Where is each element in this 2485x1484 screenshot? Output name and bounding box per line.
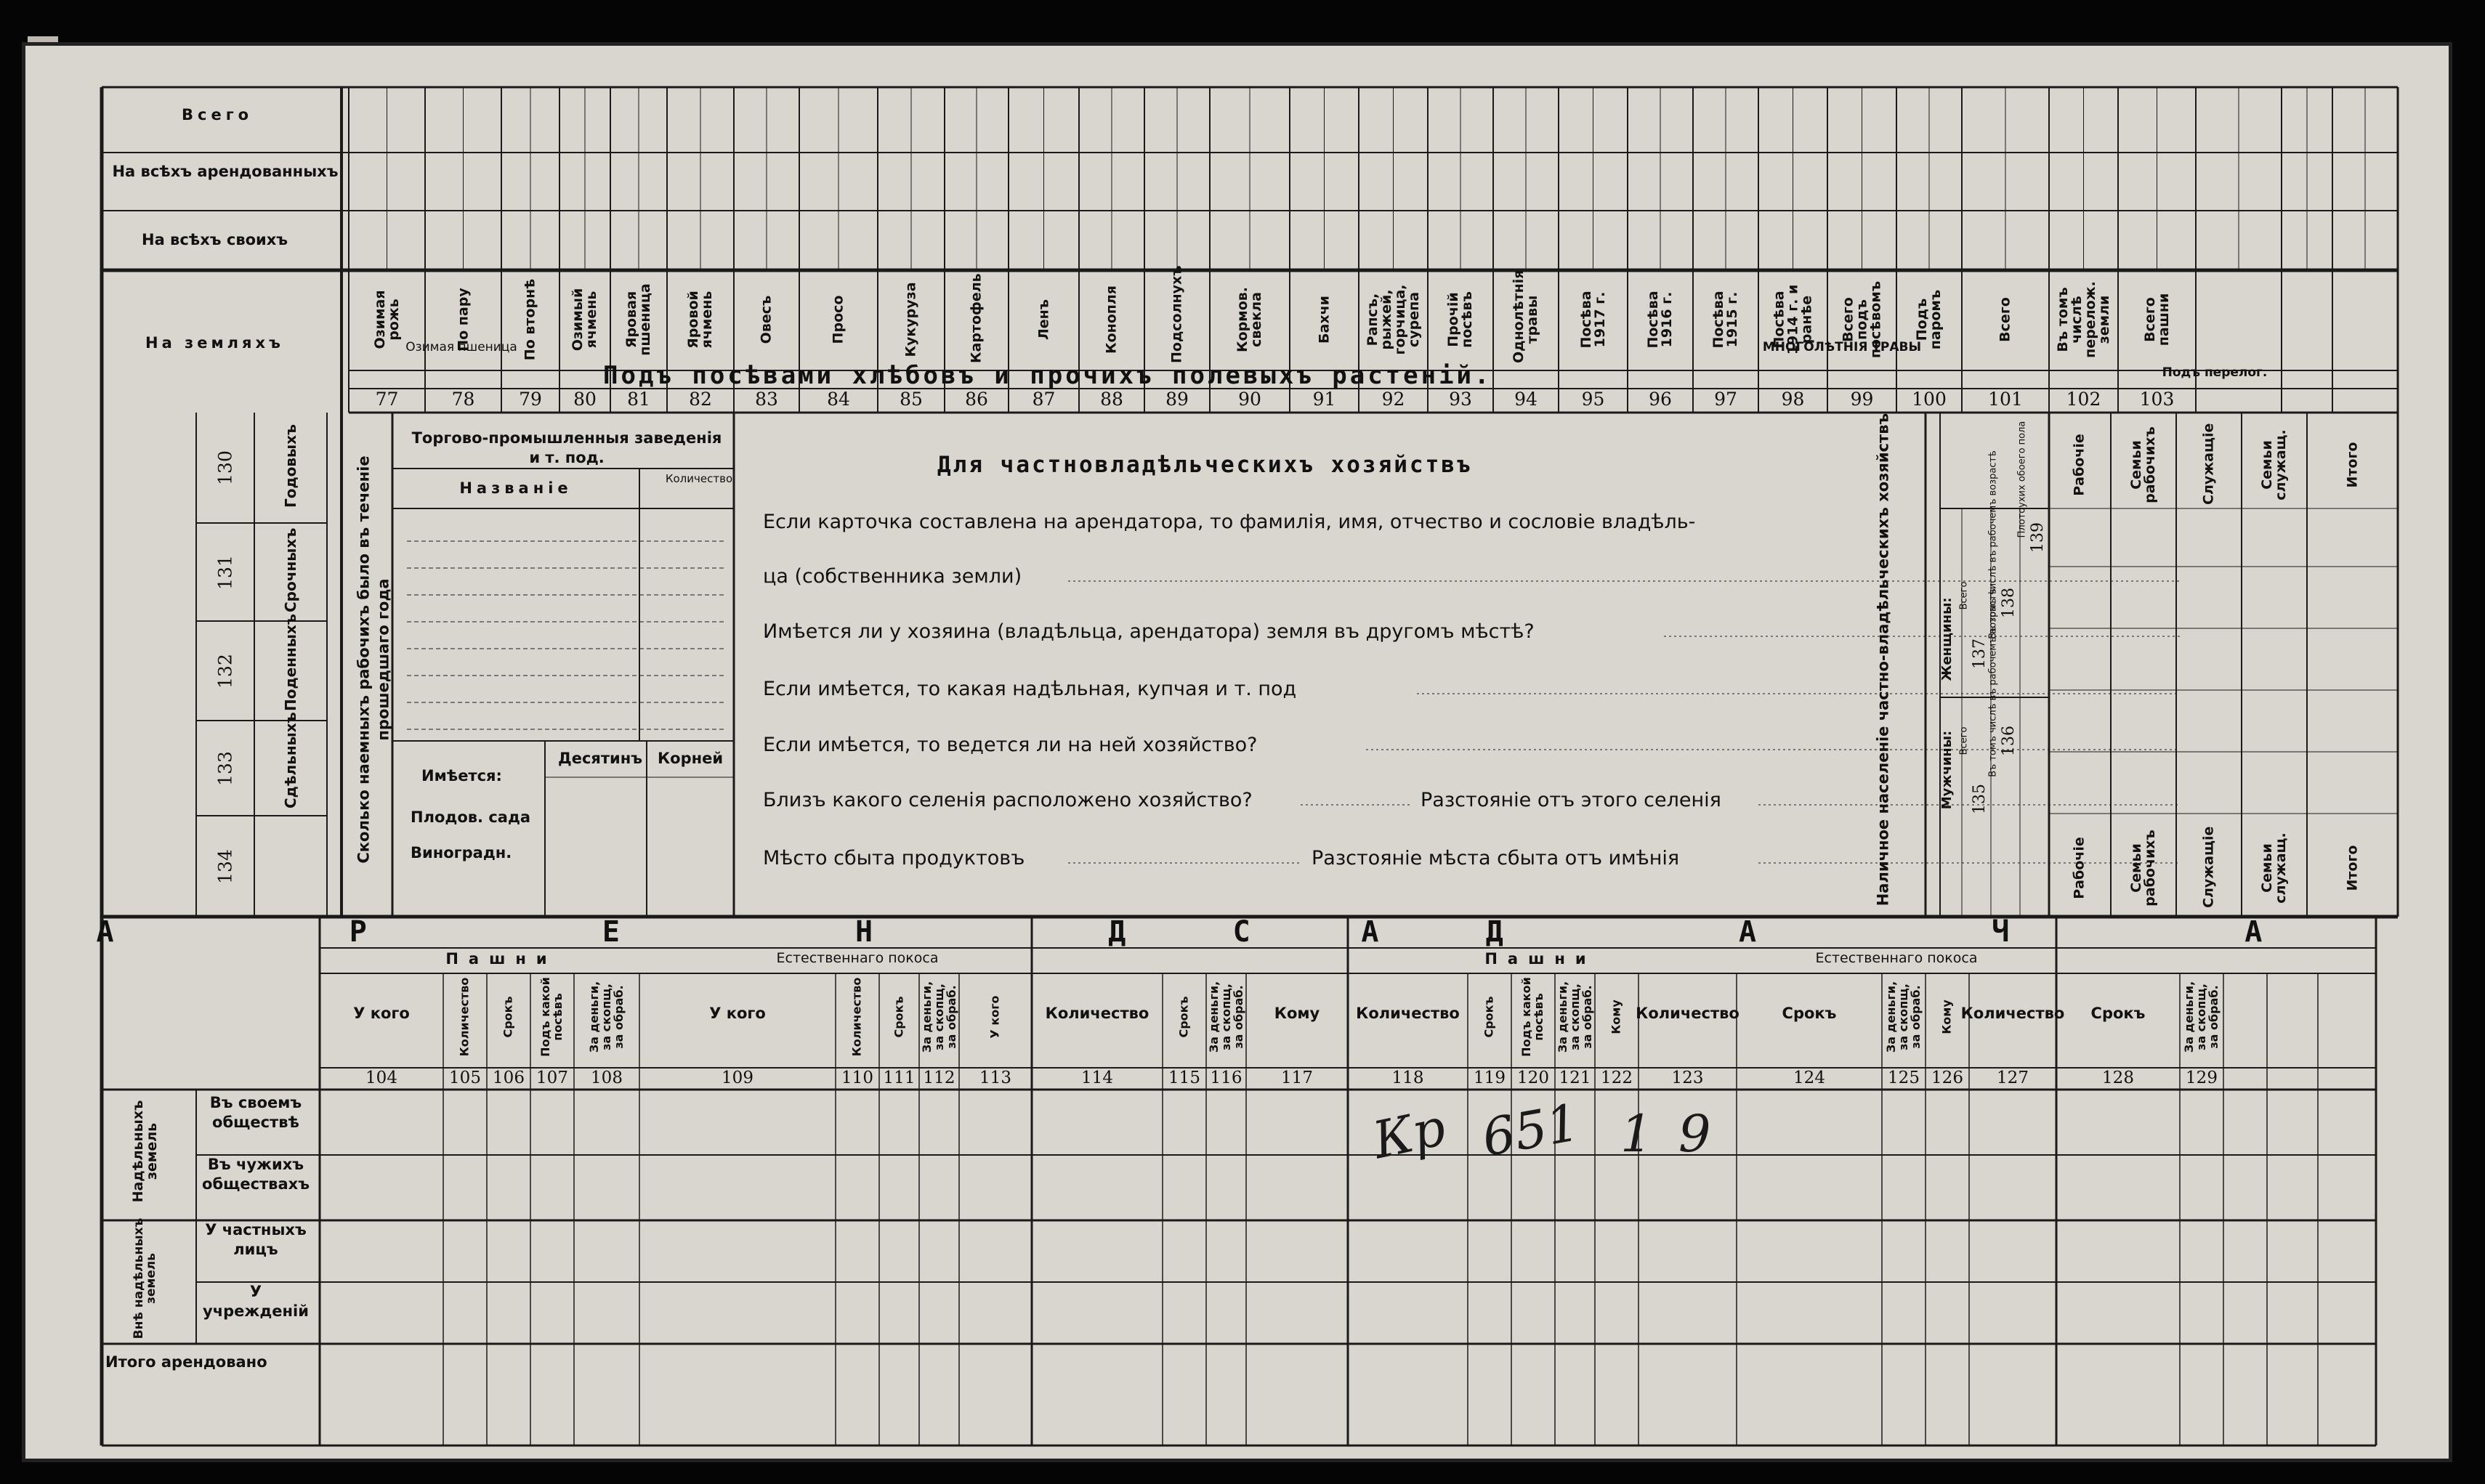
crop-header-88: Конопля [1103,285,1120,354]
question-owner-cont: ца (собственника земли) [763,565,1022,588]
arenda-col-label-122: Кому [1609,1000,1623,1034]
crop-number-92: 92 [1381,389,1405,410]
sdacha-pokos: Естественнаго покоса [1815,950,1978,966]
enterprises-title: Торгово-промышленныя заведенія и т. под. [411,429,722,467]
crop-header-94: Однолѣтнія травы [1511,269,1540,363]
enterprises-qty-col: Количество [665,472,733,485]
population-right-bottom-1: Семьи рабочихъ [2128,830,2158,907]
row-total-label: Всего [182,106,254,123]
arenda-col-label-109: У кого [709,1005,766,1022]
row-group-nadel: Надѣльныхъ земель [130,1100,160,1203]
crop-number-77: 77 [375,389,399,410]
arenda-col-number-128: 128 [2102,1069,2134,1087]
crop-number-84: 84 [827,389,850,410]
crop-header-80: Озимый ячмень [570,288,599,352]
arenda-col-number-124: 124 [1793,1069,1825,1087]
crop-header-90: Кормов. свекла [1235,287,1264,353]
group-fallow: Подъ перелог. [2162,365,2268,380]
arenda-col-number-119: 119 [1474,1069,1506,1087]
arenda-col-number-110: 110 [841,1069,873,1087]
worker-row-number-133: 133 [214,750,236,786]
worker-row-number-134: 134 [214,848,236,884]
arenda-col-number-104: 104 [365,1069,397,1087]
row-own-community: Въ своемъ обществѣ [209,1094,302,1132]
population-col-number-136: 136 [2000,726,2018,756]
crop-number-86: 86 [965,389,988,410]
population-right-bottom-3: Семьи служащ. [2259,832,2289,904]
population-right-top-0: Рабочіе [2071,434,2088,496]
crop-number-96: 96 [1649,389,1672,410]
group-ozimaya-pshenitsa: Озимая пшеница [405,340,517,354]
population-col-number-137: 137 [1971,638,1989,669]
arenda-col-number-106: 106 [493,1069,525,1087]
population-title: Наличное населеніе частно-владѣльческихъ хозяйствъ [1874,413,1892,907]
crop-number-95: 95 [1581,389,1605,410]
crop-header-103: Всего пашни [2141,293,2172,346]
arenda-col-label-113: У кого [987,995,1002,1039]
crop-number-89: 89 [1165,389,1189,410]
arenda-col-label-118: Количество [1356,1005,1460,1022]
vineyard-label: Виноградн. [411,844,512,861]
arenda-col-number-112: 112 [923,1069,955,1087]
arenda-col-number-127: 127 [1997,1069,2029,1087]
arenda-col-label-128: Срокъ [2090,1005,2146,1022]
arenda-col-label-110: Количество [849,977,864,1057]
arenda-col-number-120: 120 [1517,1069,1549,1087]
roots-col: Корней [658,750,724,767]
men-label: Мужчины: [1939,730,1955,810]
crop-number-97: 97 [1714,389,1737,410]
crop-header-96: Посѣва 1916 г. [1645,291,1675,349]
arenda-title: А Р Е Н Д А [96,915,1488,949]
crop-header-77: Озимая рожь [371,290,402,349]
crop-number-98: 98 [1781,389,1805,410]
question-village: Близъ какого селенія расположено хозяйство? [763,789,1253,811]
crop-header-83: Овесъ [758,295,775,344]
crop-number-101: 101 [1988,389,2023,410]
worker-row-label-131: Срочныхъ [282,527,299,612]
crop-number-87: 87 [1032,389,1056,410]
crop-header-92: Рапсъ, рыжей, горчица, сурепа [1364,284,1422,355]
group-mnogoletnie: МНОГОЛѢТНІЯ ТРАВЫ [1762,340,1922,354]
arenda-col-number-122: 122 [1601,1069,1633,1087]
crop-header-85: Кукуруза [902,282,919,357]
has-label: Имѣется: [421,767,502,784]
worker-row-number-131: 131 [214,554,236,590]
crop-header-97: Посѣва 1915 г. [1710,291,1740,349]
crop-number-90: 90 [1238,389,1261,410]
crop-number-88: 88 [1100,389,1123,410]
row-group-non-nadel: Внѣ надѣльныхъ земель [132,1217,158,1339]
arenda-col-label-108: За деньги, за скопщ, за обраб. [586,981,626,1053]
question-land-type: Если имѣется, то какая надѣльная, купчая и т. под [763,678,1297,700]
private-title: Для частновладѣльческихъ хозяйствъ [937,452,1473,478]
crop-header-98: Посѣва 1914 г. и ранѣе [1771,284,1814,355]
question-market: Мѣсто сбыта продуктовъ [763,847,1025,869]
crop-header-95: Посѣва 1917 г. [1577,291,1608,349]
orchard-label: Плодов. сада [411,808,531,826]
population-col-label-136: Въ томъ числѣ въ рабочемъ возрастѣ [1987,588,1999,777]
desyatin-col: Десятинъ [558,750,643,767]
population-right-top-2: Служащіе [2200,423,2217,505]
arenda-col-number-108: 108 [591,1069,623,1087]
arenda-col-label-116: За деньги, за скопщ, за обраб. [1206,981,1245,1053]
arenda-col-label-120: Подъ какой посѣвъ [1519,977,1545,1057]
row-total-rented: Итого арендовано [105,1353,267,1371]
arenda-col-label-107: Подъ какой посѣвъ [538,977,565,1057]
population-col-label-138: Въ томъ числѣ въ рабочемъ возрастѣ [1987,450,1999,639]
crop-number-93: 93 [1449,389,1472,410]
handwritten-mark-c: 1 [1620,1104,1653,1164]
crop-number-81: 81 [627,389,650,410]
crop-header-86: Картофель [968,273,985,363]
arenda-col-label-111: Срокъ [892,996,906,1038]
crop-number-79: 79 [519,389,542,410]
arenda-col-number-126: 126 [1931,1069,1963,1087]
arenda-col-number-121: 121 [1559,1069,1591,1087]
crop-header-79: По вторнѣ [522,278,538,361]
row-land-label: На земляхъ [145,334,284,352]
arenda-col-number-113: 113 [979,1069,1011,1087]
crop-header-93: Прочій посѣвъ [1445,291,1475,348]
arenda-col-label-104: У кого [353,1005,410,1022]
crop-number-100: 100 [1912,389,1947,410]
population-col-label-135: Всего [1958,726,1970,755]
arenda-col-label-105: Количество [457,977,472,1057]
crop-header-101: Всего [1997,297,2013,342]
arenda-col-number-117: 117 [1281,1069,1313,1087]
population-col-number-135: 135 [1971,784,1989,814]
crop-header-89: Подсолнухъ [1168,265,1185,363]
population-right-top-1: Семьи рабочихъ [2128,426,2158,503]
arenda-col-number-118: 118 [1391,1069,1424,1087]
question-village-distance: Разстояніе отъ этого селенія [1421,789,1721,811]
row-private-persons: У частныхъ лицъ [205,1221,307,1259]
under-sowing-title: Подъ посѣвами хлѣбовъ и прочихъ полевыхъ растеній. [603,361,1492,390]
sdacha-pashni: Пашни [1484,950,1596,968]
crop-header-78: По пару [455,288,471,352]
arenda-col-number-123: 123 [1671,1069,1704,1087]
arenda-col-number-114: 114 [1081,1069,1113,1087]
arenda-col-label-125: За деньги, за скопщ, за обраб. [1883,981,1923,1053]
workers-title: Сколько наемныхъ рабочихъ было въ теченіе прошедшаго года [355,455,392,864]
enterprises-name-col: Названіе [459,479,573,497]
arenda-col-number-129: 129 [2186,1069,2218,1087]
worker-row-number-132: 132 [214,653,236,689]
arenda-pashni: Пашни [445,950,557,968]
arenda-col-label-112: За деньги, за скопщ, за обраб. [919,981,958,1053]
crop-header-99: Всего подъ посѣвомъ [1840,280,1883,359]
row-other-community: Въ чужихъ обществахъ [202,1156,310,1193]
crop-header-91: Бахчи [1316,296,1332,344]
population-col-number-139: 139 [2029,522,2047,553]
crop-number-99: 99 [1850,389,1874,410]
population-col-number-138: 138 [2000,588,2018,618]
crop-number-91: 91 [1312,389,1336,410]
population-right-top-3: Семьи служащ. [2259,429,2289,500]
arenda-col-label-115: Срокъ [1176,996,1191,1038]
arenda-pokos: Естественнаго покоса [776,950,939,966]
row-rented-label: На всѣхъ арендованныхъ [112,163,339,180]
arenda-col-label-129: За деньги, за скопщ, за обраб. [2181,981,2221,1053]
population-right-bottom-2: Служащіе [2200,826,2217,908]
arenda-col-label-106: Срокъ [501,996,515,1038]
population-right-bottom-0: Рабочіе [2071,837,2088,899]
women-label: Женщины: [1939,597,1955,681]
crop-number-94: 94 [1514,389,1538,410]
crop-header-82: Яровой ячмень [685,291,715,349]
worker-row-label-130: Годовыхъ [282,423,299,508]
question-market-distance: Разстояніе мѣста сбыта отъ имѣнія [1312,847,1680,869]
crop-header-102: Въ томъ числѣ перелож. земли [2054,281,2112,358]
arenda-col-number-116: 116 [1210,1069,1242,1087]
arenda-col-label-114: Количество [1045,1005,1149,1022]
crop-number-83: 83 [755,389,778,410]
handwritten-mark-b: 651 [1477,1092,1584,1168]
crop-header-81: Яровая пшеница [623,283,653,356]
arenda-col-label-117: Кому [1274,1005,1320,1022]
arenda-col-number-107: 107 [536,1069,568,1087]
arenda-col-label-119: Срокъ [1482,996,1496,1038]
arenda-col-number-115: 115 [1168,1069,1200,1087]
arenda-col-number-105: 105 [449,1069,481,1087]
arenda-col-number-111: 111 [883,1069,916,1087]
population-right-bottom-4: Итого [2344,845,2361,891]
sdacha-title: С Д А Ч А [1232,915,2372,949]
crop-header-84: Просо [830,295,846,344]
population-col-label-139: Плотоухих обоего пола [2016,421,2028,538]
arenda-col-label-126: Кому [1939,1000,1954,1034]
crop-number-80: 80 [573,389,597,410]
handwritten-mark-d: 9 [1678,1104,1711,1164]
crop-number-103: 103 [2139,389,2175,410]
arenda-col-label-123: Количество [1636,1005,1740,1022]
question-owner: Если карточка составлена на арендатора, то фамилія, имя, отчество и сословіе владѣль- [763,511,1696,533]
worker-row-label-133: Сдѣльныхъ [282,711,299,808]
population-right-top-4: Итого [2344,442,2361,488]
question-farming: Если имѣется, то ведется ли на ней хозяйство? [763,734,1258,756]
crop-number-85: 85 [900,389,923,410]
arenda-col-label-127: Количество [1960,1005,2065,1022]
worker-row-number-130: 130 [214,450,236,485]
worker-row-label-132: Поденныхъ [282,613,299,711]
handwritten-mark-a: Кр [1367,1097,1451,1171]
crop-number-102: 102 [2066,389,2101,410]
arenda-col-number-109: 109 [722,1069,753,1087]
crop-number-78: 78 [451,389,475,410]
crop-header-100: Подъ паромъ [1914,289,1944,350]
question-other-land: Имѣется ли у хозяина (владѣльца, арендатора) земля въ другомъ мѣстѣ? [763,620,1535,643]
arenda-col-number-125: 125 [1888,1069,1920,1087]
crop-number-82: 82 [689,389,712,410]
arenda-col-label-121: За деньги, за скопщ, за обраб. [1555,981,1593,1053]
row-own-label: На всѣхъ своихъ [142,231,288,248]
population-col-label-137: Всего [1958,581,1970,610]
arenda-col-label-124: Срокъ [1782,1005,1837,1022]
row-institutions: У учрежденій [203,1283,309,1321]
crop-header-87: Ленъ [1035,299,1051,341]
